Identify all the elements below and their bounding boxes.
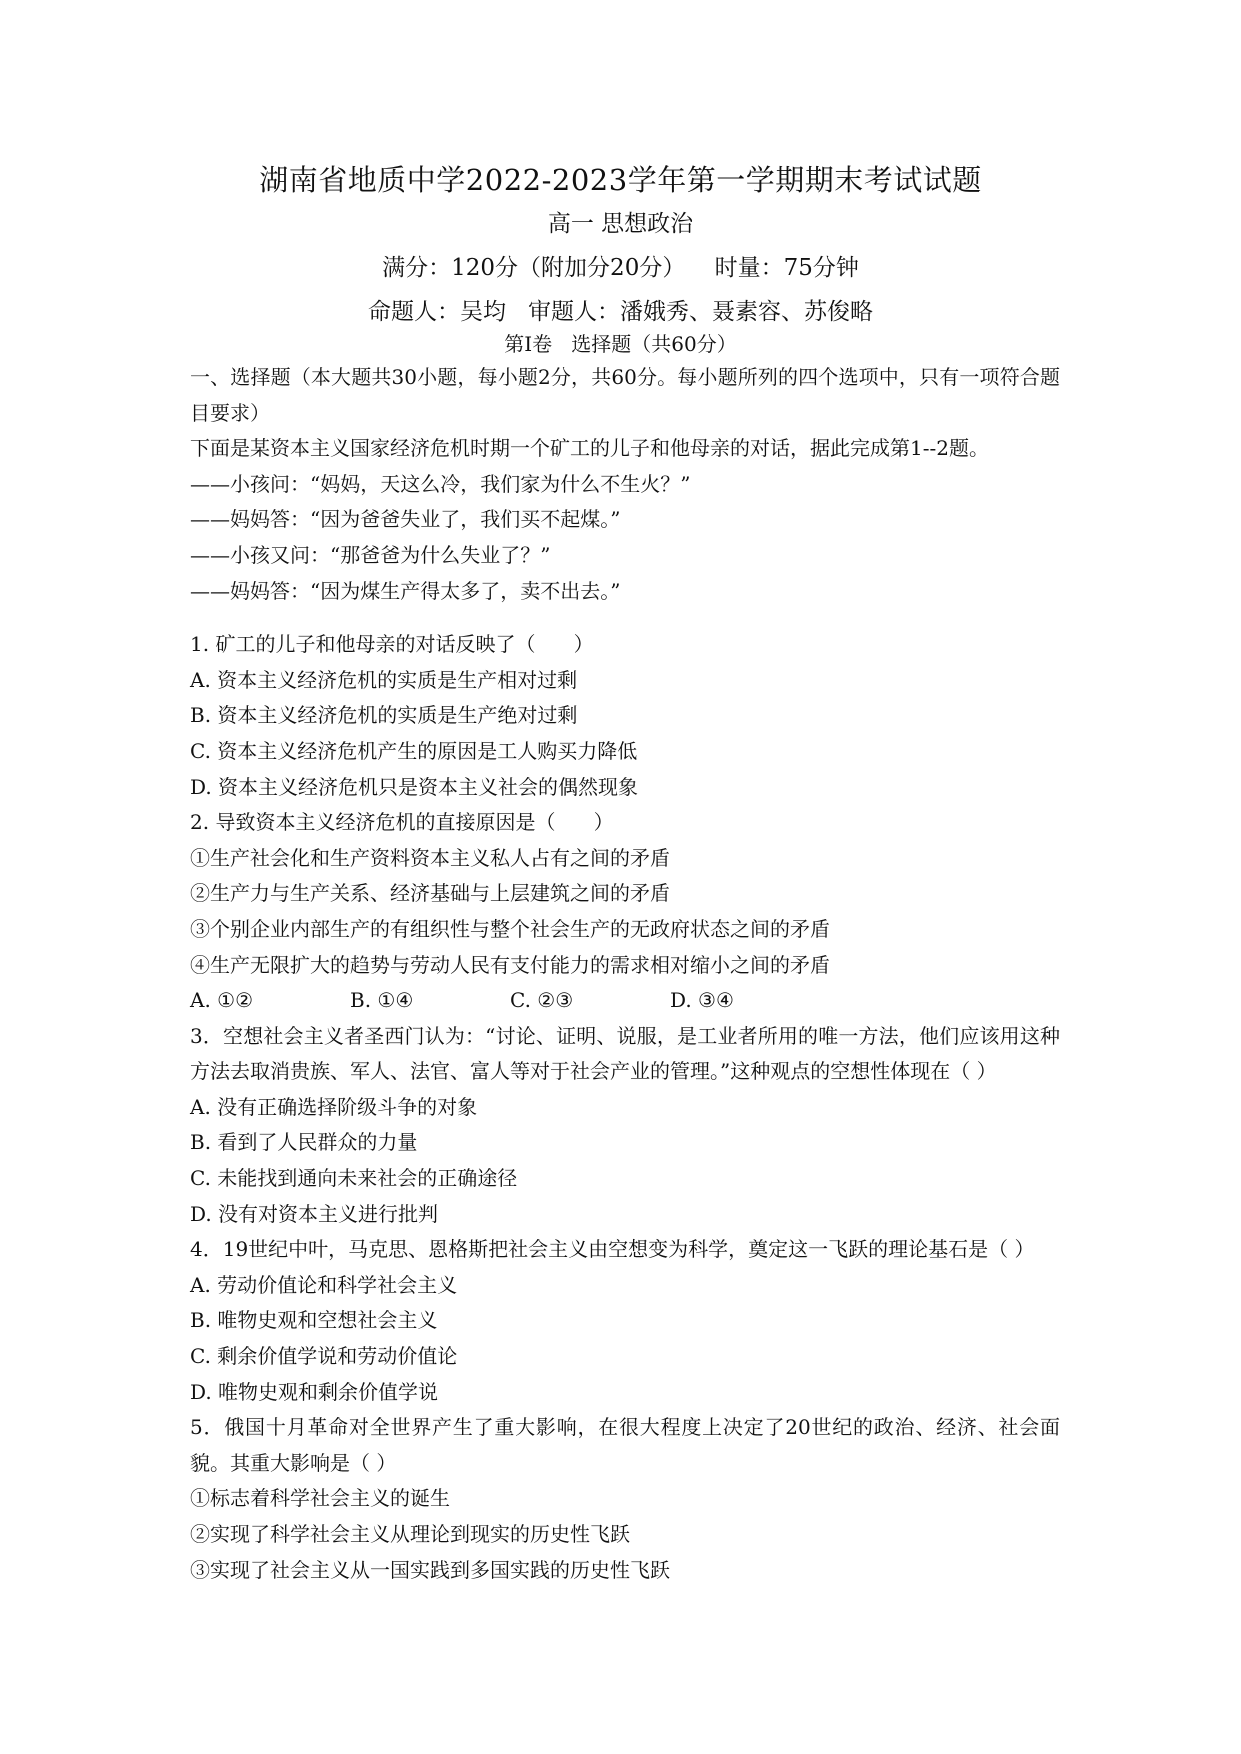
- authors-line: 命题人：吴均 审题人：潘娥秀、聂素容、苏俊略: [368, 299, 873, 325]
- question-2-option-a: A. ①②: [190, 988, 254, 1013]
- part-one-instructions: 一、选择题（本大题共30小题，每小题2分，共60分。每小题所列的四个选项中，只有一项符合题目要求）: [190, 365, 1060, 425]
- question-2-item-3: ③个别企业内部生产的有组织性与整个社会生产的无政府状态之间的矛盾: [190, 916, 830, 941]
- question-2-option-b: B. ①④: [350, 988, 414, 1013]
- question-4-option-b: B. 唯物史观和空想社会主义: [190, 1308, 438, 1333]
- question-5-stem: 5．俄国十月革命对全世界产生了重大影响，在很大程度上决定了20世纪的政治、经济、社会面貌。其重大影响是（ ）: [190, 1415, 1060, 1475]
- question-2-item-2: ②生产力与生产关系、经济基础与上层建筑之间的矛盾: [190, 881, 670, 906]
- question-3-option-c: C. 未能找到通向未来社会的正确途径: [190, 1166, 518, 1191]
- exam-subtitle: 高一 思想政治: [547, 211, 694, 237]
- question-4-stem: 4．19世纪中叶，马克思、恩格斯把社会主义由空想变为科学，奠定这一飞跃的理论基石是（ ）: [190, 1237, 1035, 1262]
- question-4-option-a: A. 劳动价值论和科学社会主义: [190, 1272, 458, 1297]
- question-5-item-1: ①标志着科学社会主义的诞生: [190, 1486, 450, 1511]
- question-1-option-c: C. 资本主义经济危机产生的原因是工人购买力降低: [190, 738, 638, 763]
- question-2-item-1: ①生产社会化和生产资料资本主义私人占有之间的矛盾: [190, 845, 670, 870]
- question-1-option-a: A. 资本主义经济危机的实质是生产相对过剩: [190, 667, 578, 692]
- question-4-option-d: D. 唯物史观和剩余价值学说: [190, 1379, 439, 1404]
- spacer: [190, 609, 1060, 627]
- question-2-options: [190, 983, 1060, 1019]
- question-1-option-d: D. 资本主义经济危机只是资本主义社会的偶然现象: [190, 774, 639, 799]
- question-2-option-c: C. ②③: [510, 988, 574, 1013]
- dialogue-line: ——妈妈答：“因为煤生产得太多了，卖不出去。”: [190, 578, 621, 603]
- question-3-stem: 3．空想社会主义者圣西门认为：“讨论、证明、说服，是工业者所用的唯一方法，他们应该用这种方法去取消贵族、军人、法官、富人等对于社会产业的管理。”这种观点的空想性体现在（ ）: [190, 1023, 1060, 1084]
- question-3-option-b: B. 看到了人民群众的力量: [190, 1130, 418, 1155]
- question-4-option-c: C. 剩余价值学说和劳动价值论: [190, 1344, 458, 1369]
- question-3-option-d: D. 没有对资本主义进行批判: [190, 1201, 439, 1226]
- dialogue-line: ——小孩问：“妈妈，天这么冷，我们家为什么不生火？”: [190, 471, 691, 496]
- question-2-item-4: ④生产无限扩大的趋势与劳动人民有支付能力的需求相对缩小之间的矛盾: [190, 952, 830, 977]
- question-3-option-a: A. 没有正确选择阶级斗争的对象: [190, 1094, 478, 1119]
- dialogue-line: ——小孩又问：“那爸爸为什么失业了？”: [190, 542, 551, 567]
- question-1-option-b: B. 资本主义经济危机的实质是生产绝对过剩: [190, 703, 578, 728]
- exam-body: [190, 360, 1060, 1588]
- section-heading: 第Ⅰ卷 选择题（共60分）: [504, 332, 737, 356]
- lead-in-text: 下面是某资本主义国家经济危机时期一个矿工的儿子和他母亲的对话，据此完成第1--2题。: [190, 436, 989, 461]
- question-1-stem: 1. 矿工的儿子和他母亲的对话反映了（ ）: [190, 632, 594, 657]
- score-time-line: 满分：120分（附加分20分） 时量：75分钟: [382, 255, 859, 281]
- dialogue-line: ——妈妈答：“因为爸爸失业了，我们买不起煤。”: [190, 507, 621, 532]
- question-5-item-2: ②实现了科学社会主义从理论到现实的历史性飞跃: [190, 1522, 630, 1546]
- question-5-item-3: ③实现了社会主义从一国实践到多国实践的历史性飞跃: [190, 1557, 670, 1582]
- exam-title: 湖南省地质中学2022-2023学年第一学期期末考试试题: [259, 163, 982, 197]
- question-2-option-d: D. ③④: [670, 988, 734, 1013]
- question-2-stem: 2. 导致资本主义经济危机的直接原因是（ ）: [190, 810, 614, 835]
